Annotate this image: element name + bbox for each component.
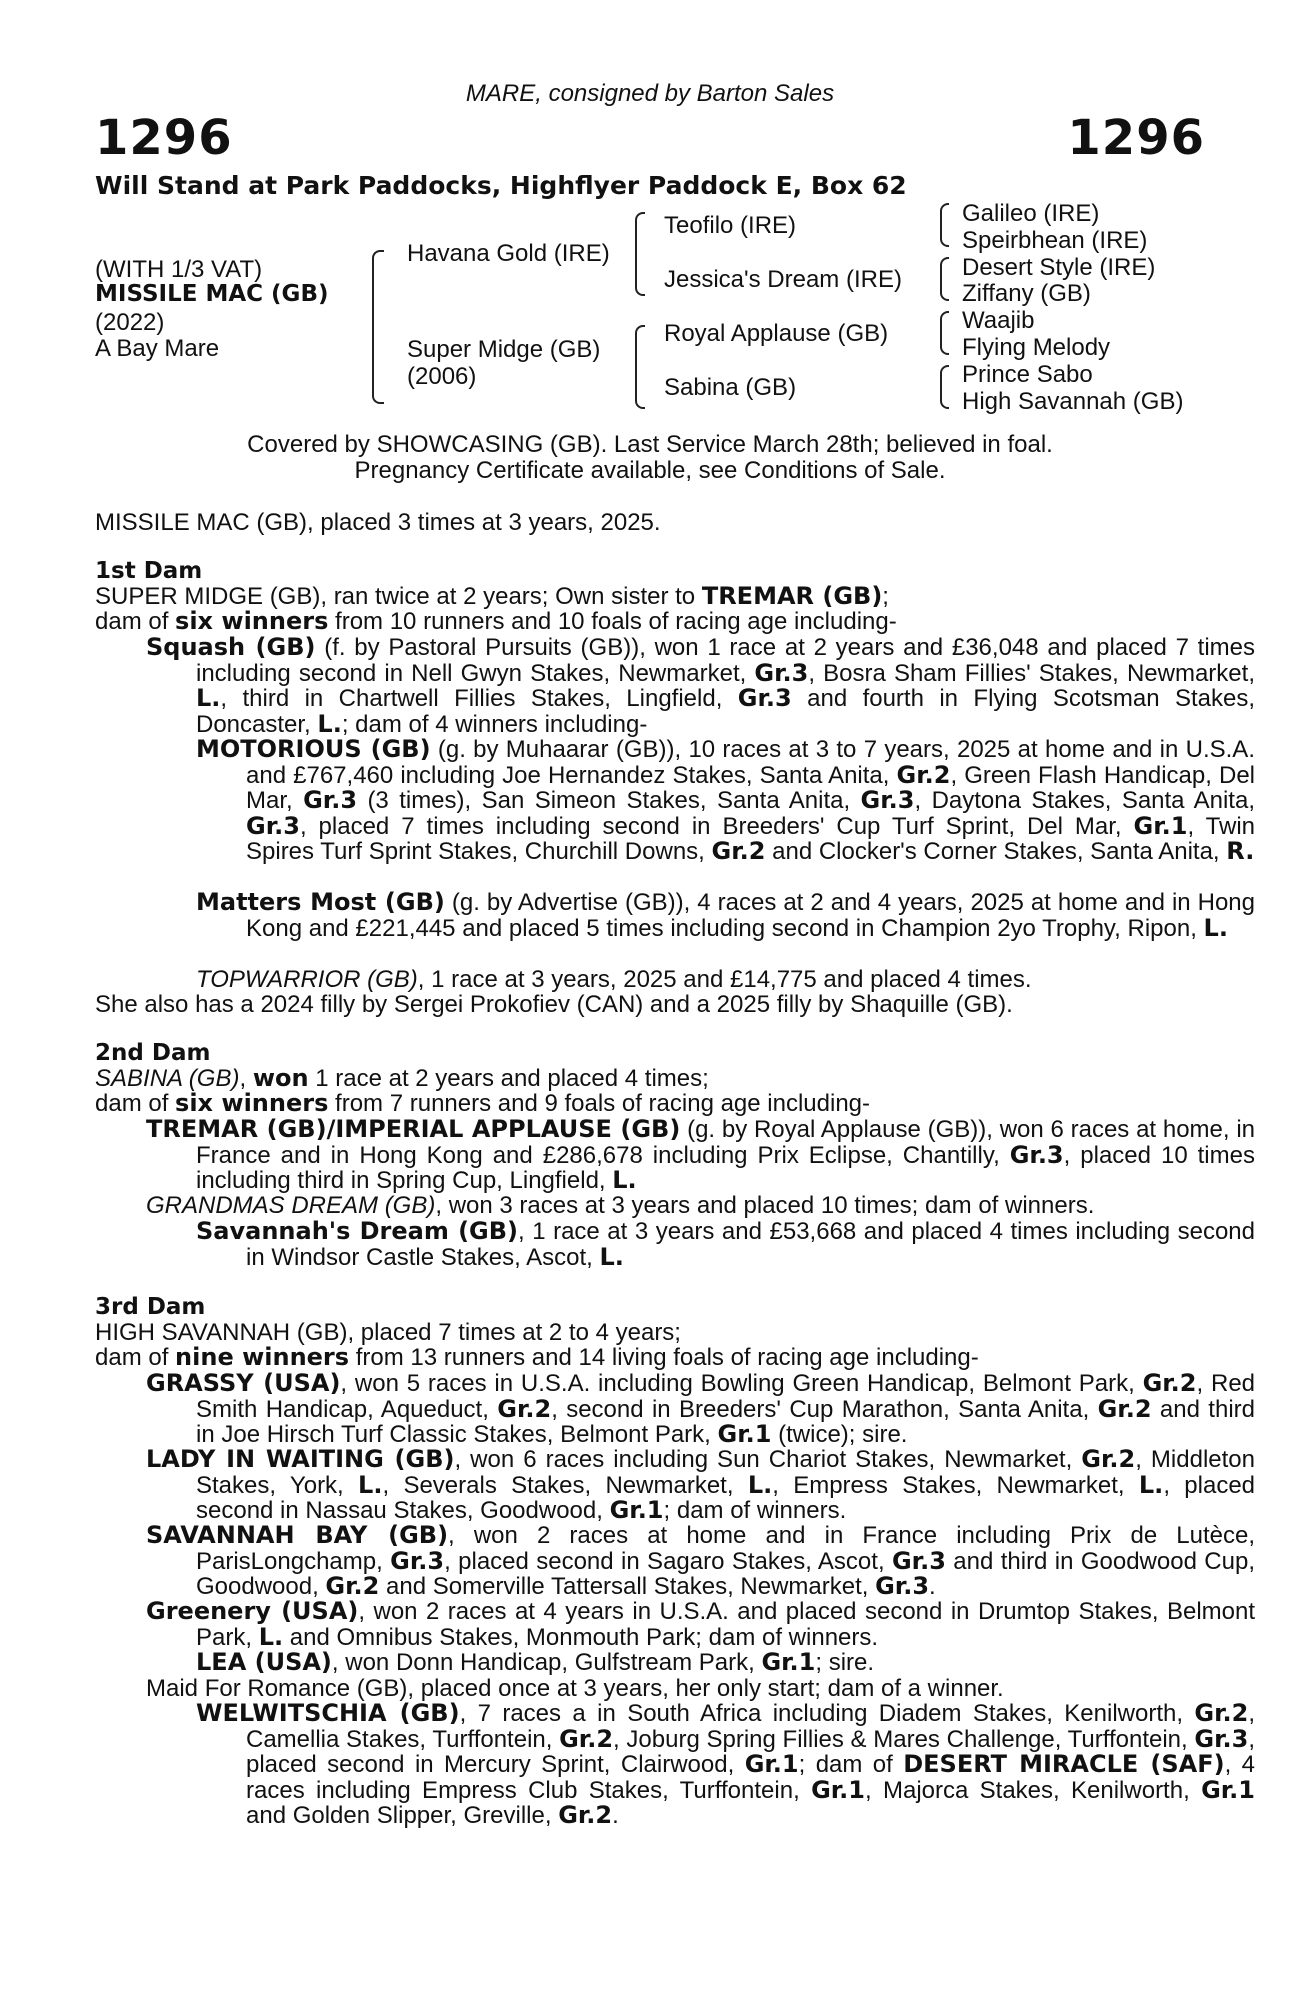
brace-sd — [940, 257, 949, 301]
dam-year: (2006) — [407, 363, 477, 390]
second-dam-produce: dam of six winners from 7 runners and 9 foals of racing age including- — [95, 1089, 871, 1117]
dam-dam-dam: High Savannah (GB) — [962, 388, 1184, 415]
offspring-welwitschia: WELWITSCHIA (GB), 7 races a in South Africa including Diadem Stakes, Kenilworth, Gr.2, Camellia Stakes, Turffontein, Gr.2, Joburg Spring Fillies & Mares Challenge, Turffontein, Gr.3, placed second in Mercury Sprint, Clairwood, Gr.1; dam of DESERT MIRACLE (SAF), 4 races including Empress Club Stakes, Turffontein, Gr.1, Majorca Stakes, Kenilworth, Gr.1 and Golden Slipper, Greville, Gr.2. — [196, 1699, 1256, 1829]
brace-dam — [635, 325, 645, 409]
brace-horse — [372, 250, 384, 404]
second-dam-line: SABINA (GB), won 1 race at 2 years and placed 4 times; — [95, 1064, 709, 1092]
covered-by: Covered by SHOWCASING (GB). Last Service March 28th; believed in foal. — [247, 431, 1053, 458]
foaling-year: (2022) — [95, 309, 165, 336]
lot-number-right: 1296 — [1067, 110, 1205, 166]
sire-dam: Jessica's Dream (IRE) — [664, 266, 902, 293]
dam-sire: Royal Applause (GB) — [664, 320, 889, 347]
brace-ss — [940, 203, 949, 247]
offspring-savannah-bay: SAVANNAH BAY (GB), won 2 races at home and in France including Prix de Lutèce, ParisLongchamp, Gr.3, placed second in Sagaro Stakes, Ascot, Gr.3 and third in Goodwood Cup, Goodwood, Gr.2 and Somerville Tattersall Stakes, Newmarket, Gr.3. — [146, 1521, 1255, 1600]
brace-dd — [940, 365, 949, 409]
second-dam-heading: 2nd Dam — [95, 1040, 211, 1066]
first-dam-heading: 1st Dam — [95, 558, 203, 584]
sire-dam-dam: Ziffany (GB) — [962, 280, 1091, 307]
offspring-tremar: TREMAR (GB)/IMPERIAL APPLAUSE (GB) (g. by Royal Applause (GB)), won 6 races at home, in France and in Hong Kong and £286,678 including Prix Eclipse, Chantilly, Gr.3, placed 10 times including third in Spring Cup, Lingfield, L. — [146, 1115, 1256, 1194]
sire-sire-sire: Galileo (IRE) — [962, 200, 1100, 227]
offspring-squash: Squash (GB) (f. by Pastoral Pursuits (GB)), won 1 race at 2 years and £36,048 and placed 7 times including second in Nell Gwyn Stakes, Newmarket, Gr.3, Bosra Sham Fillies' Stakes, Newmarket, L., third in Chartwell Fillies Stakes, Lingfield, Gr.3 and fourth in Flying Scotsman Stakes, Doncaster, L.; dam of 4 winners including- — [146, 633, 1256, 738]
offspring-grassy: GRASSY (USA), won 5 races in U.S.A. including Bowling Green Handicap, Belmont Park, Gr.2, Red Smith Handicap, Aqueduct, Gr.2, second in Breeders' Cup Marathon, Santa Anita, Gr.2 and third in Joe Hirsch Turf Classic Stakes, Belmont Park, Gr.1 (twice); sire. — [146, 1369, 1256, 1448]
offspring-greenery: Greenery (USA), won 2 races at 4 years in U.S.A. and placed second in Drumtop Stakes, Belmont Park, L. and Omnibus Stakes, Monmouth Park; dam of winners. — [146, 1597, 1256, 1651]
horse-description: A Bay Mare — [95, 335, 220, 362]
brace-ds — [940, 311, 949, 355]
offspring-motorious: MOTORIOUS (GB) (g. by Muhaarar (GB)), 10 races at 3 to 7 years, 2025 at home and in U.S.A. and £767,460 including Joe Hernandez Stakes, Santa Anita, Gr.2, Green Flash Handicap, Del Mar, Gr.3 (3 times), San Simeon Stakes, Santa Anita, Gr.3, Daytona Stakes, Santa Anita, Gr.3, placed 7 times including second in Breeders' Cup Turf Sprint, Del Mar, Gr.1, Twin Spires Turf Sprint Stakes, Churchill Downs, Gr.2 and Clocker's Corner Stakes, Santa Anita, R. — [196, 735, 1256, 865]
offspring-savannahs-dream: Savannah's Dream (GB), 1 race at 3 years and £53,668 and placed 4 times including second in Windsor Castle Stakes, Ascot, L. — [196, 1217, 1255, 1271]
sire: Havana Gold (IRE) — [407, 240, 610, 267]
consignor-line: MARE, consigned by Barton Sales — [465, 80, 835, 107]
third-dam-heading: 3rd Dam — [95, 1294, 206, 1320]
third-dam-line: HIGH SAVANNAH (GB), placed 7 times at 2 to 4 years; — [95, 1319, 681, 1346]
dam-sire-dam: Flying Melody — [962, 334, 1111, 361]
offspring-matters-most: Matters Most (GB) (g. by Advertise (GB)), 4 races at 2 and 4 years, 2025 at home and in Hong Kong and £221,445 and placed 5 times including second in Champion 2yo Trophy, Ripon, L. — [196, 888, 1255, 942]
offspring-maid-for-romance: Maid For Romance (GB), placed once at 3 years, her only start; dam of a winner. — [146, 1675, 1004, 1702]
third-dam-produce: dam of nine winners from 13 runners and 14 living foals of racing age including- — [95, 1343, 979, 1371]
lot-number-left: 1296 — [95, 110, 233, 166]
dam-dam: Sabina (GB) — [664, 374, 797, 401]
race-summary: MISSILE MAC (GB), placed 3 times at 3 years, 2025. — [95, 509, 661, 536]
sire-sire: Teofilo (IRE) — [664, 212, 797, 239]
offspring-topwarrior: TOPWARRIOR (GB), 1 race at 3 years, 2025 and £14,775 and placed 4 times. — [196, 966, 1032, 993]
horse-name: MISSILE MAC (GB) — [95, 281, 329, 307]
brace-sire — [635, 212, 645, 296]
offspring-grandmas-dream: GRANDMAS DREAM (GB), won 3 races at 3 years and placed 10 times; dam of winners. — [146, 1192, 1095, 1219]
sire-dam-sire: Desert Style (IRE) — [962, 254, 1156, 281]
dam-dam-sire: Prince Sabo — [962, 361, 1093, 388]
pregnancy-certificate: Pregnancy Certificate available, see Conditions of Sale. — [354, 457, 946, 484]
stand-location: Will Stand at Park Paddocks, Highflyer Paddock E, Box 62 — [95, 171, 907, 200]
offspring-lady-in-waiting: LADY IN WAITING (GB), won 6 races including Sun Chariot Stakes, Newmarket, Gr.2, Middleton Stakes, York, L., Severals Stakes, Newmarket, L., Empress Stakes, Newmarket, L., placed second in Nassau Stakes, Goodwood, Gr.1; dam of winners. — [146, 1445, 1256, 1524]
vat-note: (WITH 1/3 VAT) — [95, 256, 263, 283]
first-dam-also: She also has a 2024 filly by Sergei Prokofiev (CAN) and a 2025 filly by Shaquille (GB). — [95, 991, 1013, 1018]
sire-sire-dam: Speirbhean (IRE) — [962, 227, 1148, 254]
first-dam-line: SUPER MIDGE (GB), ran twice at 2 years; Own sister to TREMAR (GB); — [95, 582, 889, 610]
dam-name: Super Midge (GB) — [407, 336, 601, 363]
dam-sire-sire: Waajib — [962, 307, 1035, 334]
first-dam-produce: dam of six winners from 10 runners and 10 foals of racing age including- — [95, 607, 897, 635]
offspring-lea: LEA (USA), won Donn Handicap, Gulfstream Park, Gr.1; sire. — [196, 1648, 875, 1676]
